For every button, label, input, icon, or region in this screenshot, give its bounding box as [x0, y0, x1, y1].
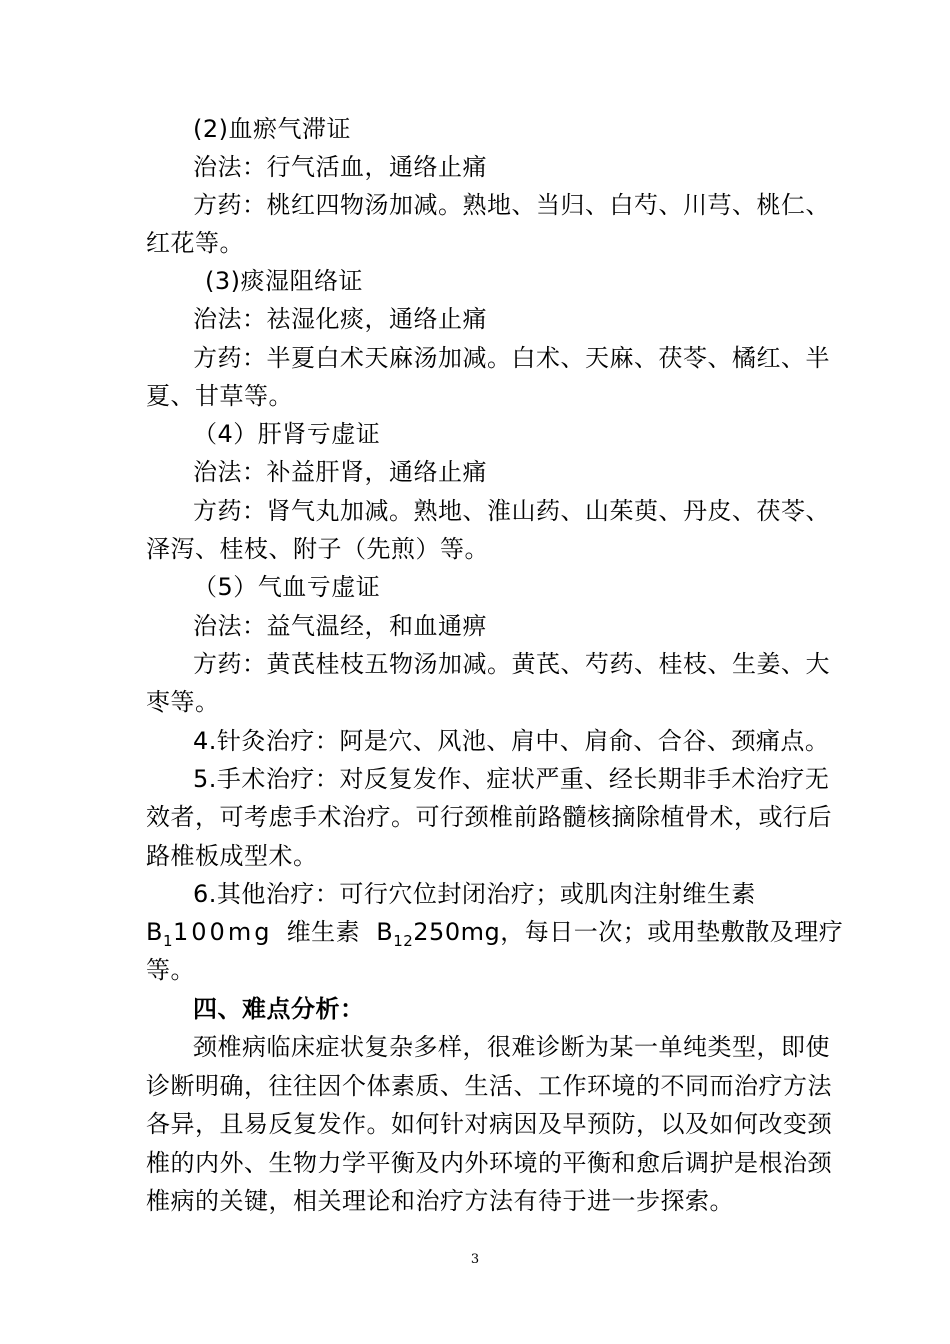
section-heading-difficulty: 四、难点分析： [193, 995, 365, 1023]
analysis-paragraph-line: 诊断明确，往往因个体素质、生活、工作环境的不同而治疗方法 [146, 1072, 832, 1100]
vitamin-b1-subscript: 1 [162, 932, 174, 950]
vitamin-b12: B [376, 918, 394, 946]
other-treatment-line: 6.其他治疗：可行穴位封闭治疗；或肌肉注射维生素 [193, 880, 756, 908]
analysis-paragraph-line: 颈椎病临床症状复杂多样，很难诊断为某一单纯类型，即使 [193, 1033, 830, 1061]
analysis-paragraph-line: 各异，且易反复发作。如何针对病因及早预防，以及如何改变颈 [146, 1110, 832, 1138]
vitamin-b12-dose: 250mg，每日一次；或用垫敷散及理疗 [413, 918, 844, 946]
prescription-line-cont: 红花等。 [146, 229, 244, 257]
surgery-line: 5.手术治疗：对反复发作、症状严重、经长期非手术治疗无 [193, 765, 830, 793]
prescription-line: 方药：半夏白术天麻汤加减。白术、天麻、茯苓、橘红、半 [193, 344, 830, 372]
analysis-paragraph-line: 椎病的关键，相关理论和治疗方法有待于进一步探索。 [146, 1187, 734, 1215]
prescription-line-cont: 泽泻、桂枝、附子（先煎）等。 [146, 535, 489, 563]
page-number: 3 [470, 1252, 480, 1267]
vitamin-b12-subscript: 12 [393, 932, 414, 950]
prescription-line-cont: 夏、甘草等。 [146, 382, 293, 410]
treatment-method-line: 治法：补益肝肾，通络止痛 [193, 458, 487, 486]
prescription-line: 方药：桃红四物汤加减。熟地、当归、白芍、川芎、桃仁、 [193, 191, 830, 219]
vitamin-b1-dose: 100mg [173, 918, 273, 946]
treatment-method-line: 治法：行气活血，通络止痛 [193, 153, 487, 181]
treatment-method-line: 治法：益气温经，和血通痹 [193, 612, 487, 640]
surgery-line-cont: 效者，可考虑手术治疗。可行颈椎前路髓核摘除植骨术，或行后 [146, 803, 832, 831]
analysis-paragraph-line: 椎的内外、生物力学平衡及内外环境的平衡和愈后调护是根治颈 [146, 1149, 832, 1177]
acupuncture-line: 4.针灸治疗：阿是穴、风池、肩中、肩俞、合谷、颈痛点。 [193, 727, 830, 755]
prescription-line: 方药：黄芪桂枝五物汤加减。黄芪、芍药、桂枝、生姜、大 [193, 650, 830, 678]
vitamin-line [146, 917, 844, 950]
vitamin-b1: B [146, 918, 163, 946]
vitamin-line-cont: 等。 [146, 956, 195, 984]
vitamin-mid-text: 维生素 [286, 918, 361, 946]
heading-qi-blood: （5）气血亏虚证 [193, 573, 381, 601]
prescription-line: 方药：肾气丸加减。熟地、淮山药、山茱萸、丹皮、茯苓、 [193, 497, 830, 525]
heading-liver-kidney: （4）肝肾亏虚证 [193, 420, 381, 448]
treatment-method-line: 治法：祛湿化痰，通络止痛 [193, 305, 487, 333]
surgery-line-cont: 路椎板成型术。 [146, 842, 318, 870]
heading-phlegm-damp: (3)痰湿阻络证 [205, 267, 363, 295]
prescription-line-cont: 枣等。 [146, 688, 220, 716]
heading-blood-stasis: (2)血瘀气滞证 [193, 115, 351, 143]
